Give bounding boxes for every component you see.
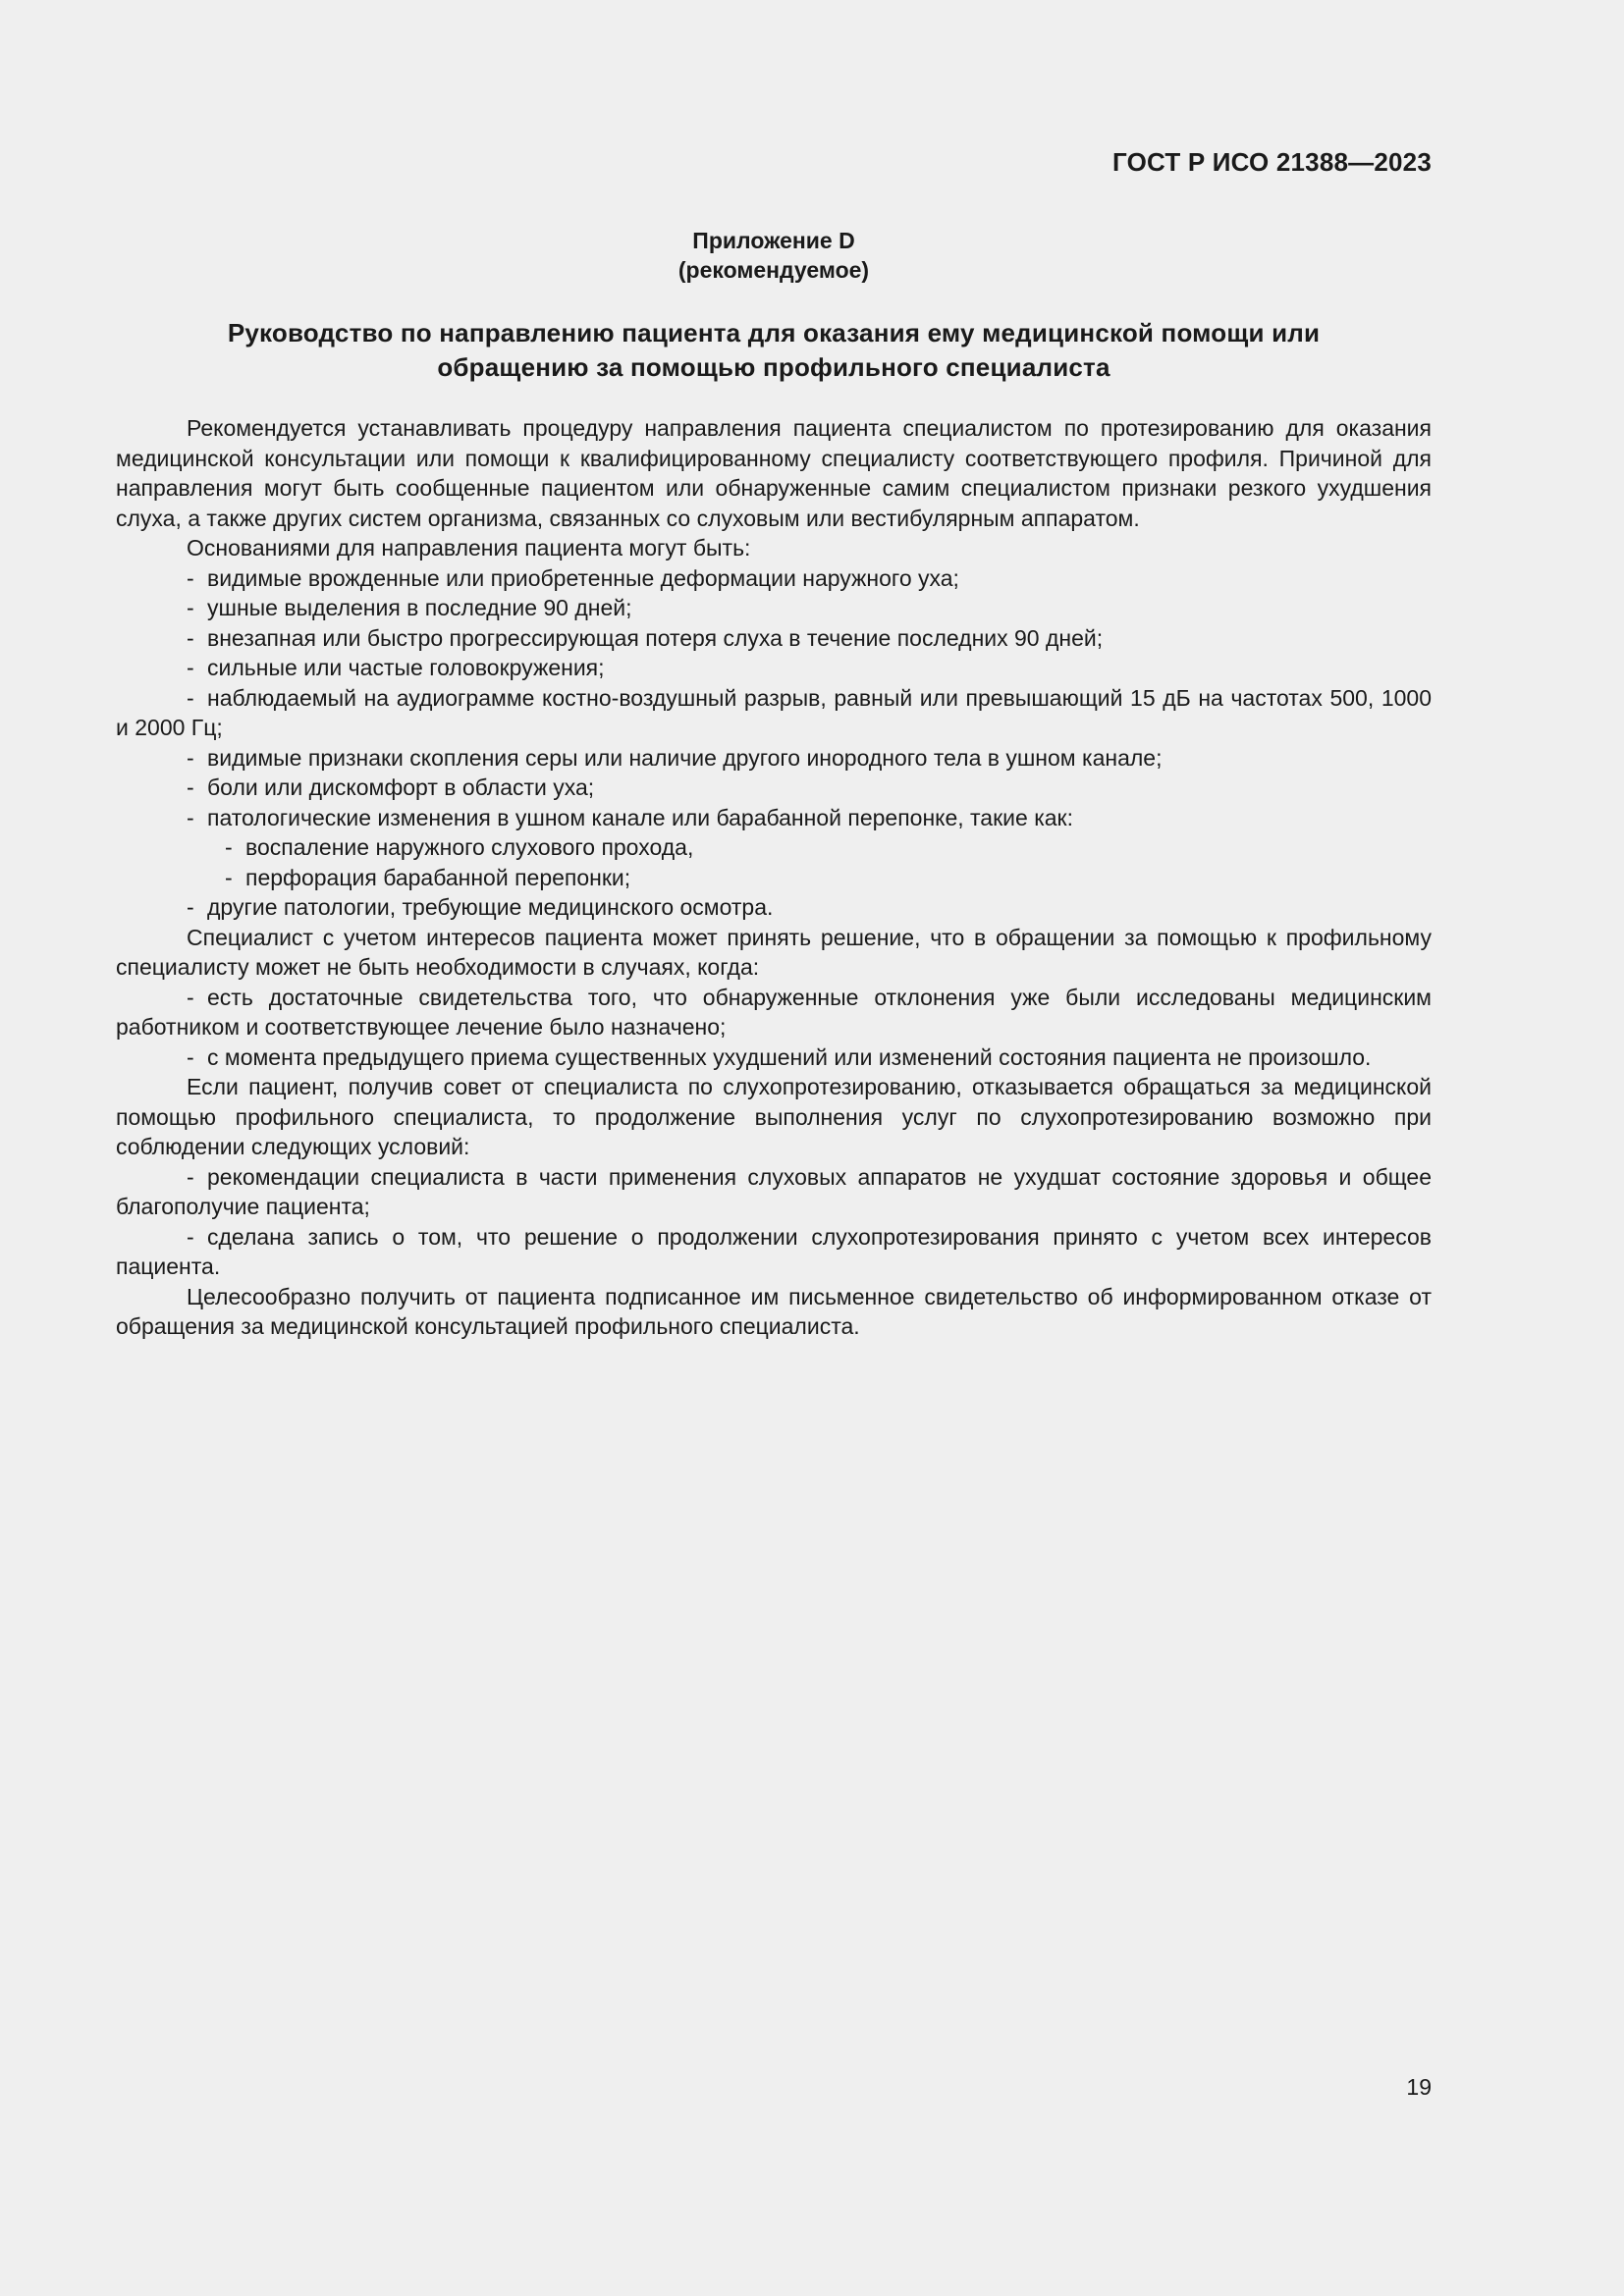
list-dash: - — [187, 1223, 194, 1250]
list-item-text: рекомендации специалиста в части применения слуховых аппаратов не ухудшат состояние здоровья и общее благополучие пациента; — [116, 1163, 1432, 1219]
list-item — [116, 892, 1432, 923]
list-dash: - — [187, 1043, 194, 1070]
list-item — [116, 1162, 1432, 1222]
list-dash: - — [187, 595, 194, 620]
document-page — [116, 0, 1432, 2296]
list-item — [116, 983, 1432, 1042]
annex-title-line-1: Руководство по направлению пациента для оказания ему медицинской помощи или — [227, 318, 1321, 347]
document-code: ГОСТ Р ИСО 21388—2023 — [1111, 147, 1432, 177]
annex-heading — [116, 226, 1432, 285]
list-item — [116, 683, 1432, 743]
paragraph-informed-refusal: Целесообразно получить от пациента подписанное им письменное свидетельство об информированном отказе от обращения за медицинской консультацией профильного специалиста. — [116, 1283, 1432, 1339]
list-item — [116, 563, 1432, 594]
list-dash: - — [187, 1163, 194, 1190]
list-item-text: с момента предыдущего приема существенных ухудшений или изменений состояния пациента не произошло. — [207, 1043, 1372, 1070]
list-item-text: сильные или частые головокружения; — [207, 655, 605, 680]
list-item — [116, 743, 1432, 774]
list-item-text: другие патологии, требующие медицинского осмотра. — [207, 894, 774, 920]
list-dash: - — [187, 894, 194, 920]
list-dash: - — [187, 744, 194, 771]
list-item-text: патологические изменения в ушном канале или барабанной перепонке, такие как: — [207, 804, 1074, 830]
list-item-text: видимые врожденные или приобретенные деформации наружного уха; — [207, 564, 959, 591]
page-number: 19 — [1406, 2074, 1432, 2100]
list-item-text: видимые признаки скопления серы или наличие другого инородного тела в ушном канале; — [207, 744, 1163, 771]
list-item — [116, 653, 1432, 683]
list-dash: - — [187, 984, 194, 1010]
paragraph-specialist-decision: Специалист с учетом интересов пациента может принять решение, что в обращении за помощью к профильному специалисту может не быть необходимости в случаях, когда: — [116, 924, 1432, 980]
document-body — [116, 413, 1432, 1342]
list-item — [116, 623, 1432, 654]
annex-label: Приложение D — [692, 228, 855, 253]
list-item — [116, 593, 1432, 623]
sublist-item-text: воспаление наружного слухового прохода, — [245, 834, 694, 860]
list-item — [116, 803, 1432, 833]
list-dash: - — [187, 774, 194, 800]
list-item — [116, 1222, 1432, 1282]
list-item — [116, 773, 1432, 803]
list-item-text: боли или дискомфорт в области уха; — [207, 774, 595, 800]
list-item — [116, 1042, 1432, 1073]
annex-title-line-2: обращению за помощью профильного специалиста — [437, 352, 1110, 382]
list-dash: - — [187, 624, 194, 651]
list-dash: - — [187, 804, 194, 830]
list-item-text: наблюдаемый на аудиограмме костно-воздушный разрыв, равный или превышающий 15 дБ на частотах 500, 1000 и 2000 Гц; — [116, 684, 1432, 740]
list-dash: - — [187, 655, 194, 680]
list-item-text: сделана запись о том, что решение о продолжении слухопротезирования принято с учетом всех интересов пациента. — [116, 1223, 1432, 1279]
paragraph-patient-refusal: Если пациент, получив совет от специалиста по слухопротезированию, отказывается обращаться за медицинской помощью профильного специалиста, то продолжение выполнения услуг по слухопротезированию возможно при соблюдении следующих условий: — [116, 1074, 1432, 1159]
list-item-text: внезапная или быстро прогрессирующая потеря слуха в течение последних 90 дней; — [207, 624, 1104, 651]
list-item-text: есть достаточные свидетельства того, что обнаруженные отклонения уже были исследованы медицинским работником и соответствующее лечение было назначено; — [116, 984, 1432, 1040]
list-dash: - — [187, 564, 194, 591]
paragraph-referral-grounds: Основаниями для направления пациента могут быть: — [187, 535, 751, 561]
sublist-item — [116, 863, 1432, 893]
list-dash: - — [225, 834, 233, 860]
list-item-text: ушные выделения в последние 90 дней; — [207, 595, 632, 620]
sublist-item — [116, 832, 1432, 863]
list-dash: - — [225, 864, 233, 890]
annex-title — [116, 316, 1432, 385]
sublist-item-text: перфорация барабанной перепонки; — [245, 864, 631, 890]
annex-status: (рекомендуемое) — [677, 257, 870, 283]
list-dash: - — [187, 684, 194, 711]
paragraph-referral-procedure: Рекомендуется устанавливать процедуру направления пациента специалистом по протезированию для оказания медицинской консультации или помощи к квалифицированному специалисту соответствующего профиля. Причиной для направления могут быть сообщенные пациентом или обнаруженные самим специалистом признаки резкого ухудшения слуха, а также других систем организма, связанных со слуховым или вестибулярным аппаратом. — [116, 415, 1432, 531]
